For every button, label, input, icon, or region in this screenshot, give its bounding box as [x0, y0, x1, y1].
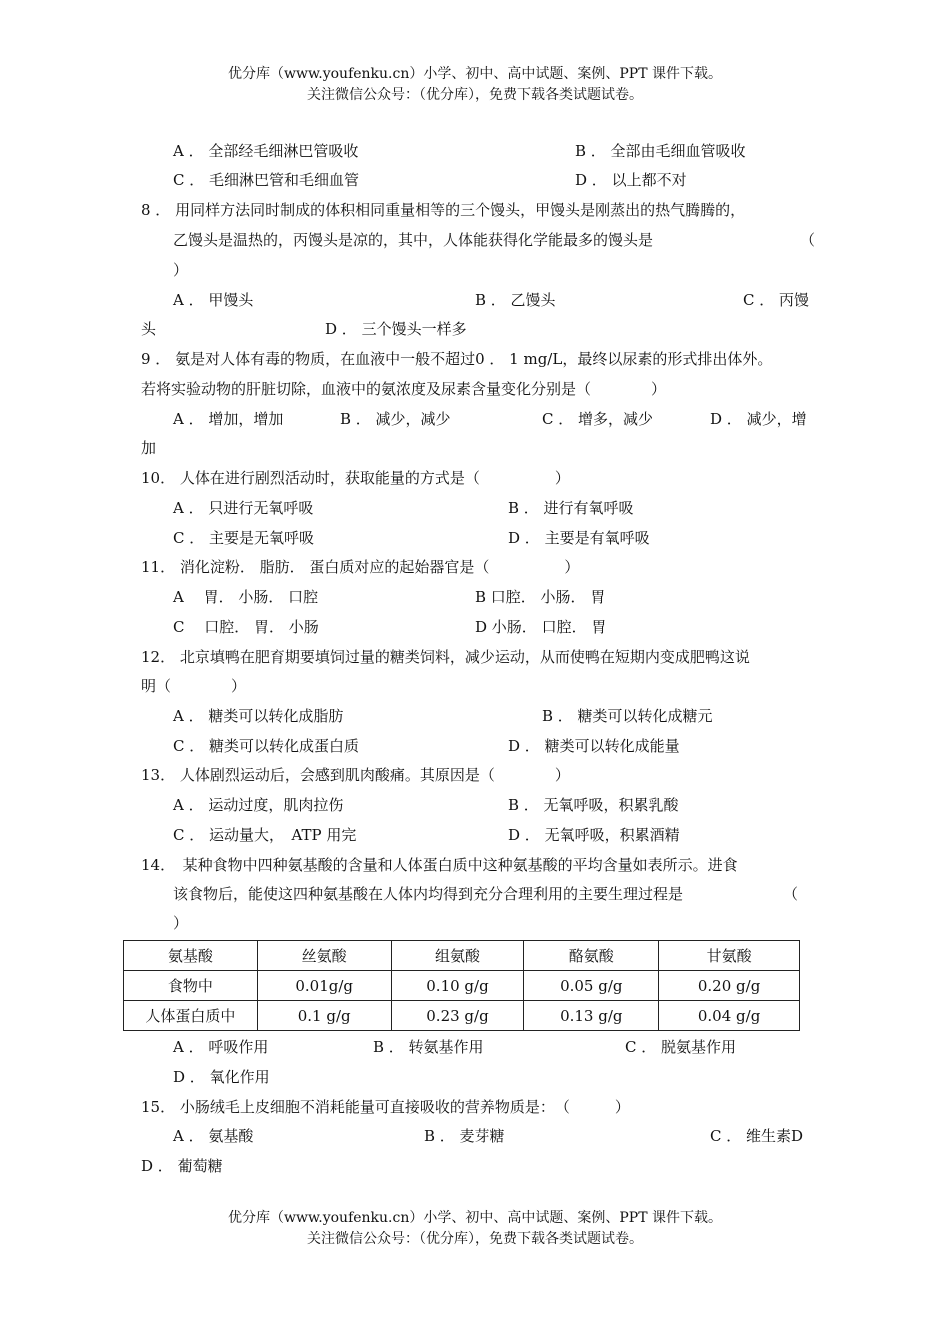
q12-stem-line-1: 12． 北京填鸭在肥育期要填饲过量的糖类饲料，减少运动，从而使鸭在短期内变成肥鸭这说 — [141, 648, 750, 666]
table-header-cell: 丝氨酸 — [257, 941, 391, 971]
q14-option-a: A ． 呼吸作用 — [173, 1038, 269, 1056]
q8-option-c: C ． 丙馒 — [743, 291, 810, 309]
q15-option-b: B ． 麦芽糖 — [424, 1127, 505, 1145]
q15-stem: 15． 小肠绒毛上皮细胞不消耗能量可直接吸收的营养物质是： （ ） — [141, 1098, 630, 1116]
q11-stem: 11． 消化淀粉． 脂肪． 蛋白质对应的起始器官是（ ） — [141, 558, 580, 576]
table-header-row — [124, 941, 800, 971]
q10-option-a: A ． 只进行无氧呼吸 — [173, 499, 314, 517]
q8-stem-line-2: 乙馒头是温热的，丙馒头是凉的，其中，人体能获得化学能最多的馒头是 — [173, 231, 654, 249]
q8-stem-line-1: 8 ． 用同样方法同时制成的体积相同重量相等的三个馒头，甲馒头是刚蒸出的热气腾腾的， — [141, 201, 746, 219]
q11-option-b: B 口腔． 小肠． 胃 — [475, 588, 606, 606]
q14-stem-line-1: 14． 某种食物中四种氨基酸的含量和人体蛋白质中这种氨基酸的平均含量如表所示。进食 — [141, 856, 738, 874]
q7-option-d: D ． 以上都不对 — [575, 171, 687, 189]
q13-option-d: D ． 无氧呼吸，积累酒精 — [508, 826, 680, 844]
footer-line-1: 优分库（www.youfenku.cn）小学、初中、高中试题、案例、PPT 课件下载。 — [227, 1210, 722, 1226]
q8-paren-close: ） — [173, 261, 189, 279]
q15-option-a: A ． 氨基酸 — [173, 1127, 254, 1145]
q10-option-c: C ． 主要是无氧呼吸 — [173, 529, 315, 547]
q9-option-d: D ． 减少，增 — [710, 410, 807, 428]
q12-option-c: C ． 糖类可以转化成蛋白质 — [173, 737, 360, 755]
table-row — [124, 971, 800, 1001]
q10-option-b: B ． 进行有氧呼吸 — [508, 499, 634, 517]
header-line-1: 优分库（www.youfenku.cn）小学、初中、高中试题、案例、PPT 课件下载。 — [227, 66, 722, 82]
q13-option-a: A ． 运动过度，肌肉拉伤 — [173, 796, 344, 814]
q14-option-c: C ． 脱氨基作用 — [625, 1038, 737, 1056]
q8-option-d: D ． 三个馒头一样多 — [325, 320, 467, 338]
table-header-cell: 酪氨酸 — [524, 941, 659, 971]
q7-option-b: B ． 全部由毛细血管吸收 — [575, 142, 746, 160]
q13-stem: 13． 人体剧烈运动后，会感到肌肉酸痛。其原因是（ ） — [141, 766, 570, 784]
table-row — [124, 1001, 800, 1031]
q14-option-b: B ． 转氨基作用 — [373, 1038, 484, 1056]
q14-option-d: D ． 氧化作用 — [173, 1068, 270, 1086]
q8-option-b: B ． 乙馒头 — [475, 291, 556, 309]
q13-option-b: B ． 无氧呼吸，积累乳酸 — [508, 796, 679, 814]
q11-option-d: D 小肠． 口腔． 胃 — [475, 618, 607, 636]
q10-stem: 10． 人体在进行剧烈活动时，获取能量的方式是（ ） — [141, 469, 570, 487]
table-cell: 人体蛋白质中 — [124, 1001, 258, 1031]
q9-stem-line-2: 若将实验动物的肝脏切除，血液中的氨浓度及尿素含量变化分别是（ ） — [141, 380, 667, 398]
table-cell: 0.04 g/g — [659, 1001, 800, 1031]
table-cell: 0.10 g/g — [391, 971, 524, 1001]
q8-option-c-wrap: 头 — [141, 320, 157, 338]
table-cell: 0.01g/g — [257, 971, 391, 1001]
q14-paren-open: （ — [783, 885, 799, 903]
table-cell: 0.1 g/g — [257, 1001, 391, 1031]
q11-option-c: C 口腔． 胃． 小肠 — [173, 618, 319, 636]
q8-option-a: A ． 甲馒头 — [173, 291, 254, 309]
q9-option-c: C ． 增多，减少 — [542, 410, 654, 428]
q14-paren-close: ） — [173, 914, 189, 932]
q9-option-d-wrap: 加 — [141, 439, 157, 457]
q13-option-c: C ． 运动量大， ATP 用完 — [173, 826, 357, 844]
q9-option-b: B ． 减少，减少 — [340, 410, 451, 428]
table-cell: 0.23 g/g — [391, 1001, 524, 1031]
footer-line-2: 关注微信公众号：（优分库），免费下载各类试题试卷。 — [307, 1231, 643, 1247]
q9-stem-line-1: 9 ． 氨是对人体有毒的物质，在血液中一般不超过0 ． 1 mg/L，最终以尿素的形式排出体外。 — [141, 350, 773, 368]
q14-stem-line-2: 该食物后，能使这四种氨基酸在人体内均得到充分合理利用的主要生理过程是 — [173, 885, 684, 903]
q7-option-c: C ． 毛细淋巴管和毛细血管 — [173, 171, 360, 189]
table-cell: 0.13 g/g — [524, 1001, 659, 1031]
q15-option-d: D ． 葡萄糖 — [141, 1157, 223, 1175]
q12-option-b: B ． 糖类可以转化成糖元 — [542, 707, 713, 725]
table-header-cell: 氨基酸 — [124, 941, 258, 971]
amino-acid-table — [123, 940, 800, 1031]
table-header-cell: 甘氨酸 — [659, 941, 800, 971]
q12-stem-line-2: 明（ ） — [141, 677, 247, 695]
q10-option-d: D ． 主要是有氧呼吸 — [508, 529, 650, 547]
q7-option-a: A ． 全部经毛细淋巴管吸收 — [173, 142, 359, 160]
table-header-cell: 组氨酸 — [391, 941, 524, 971]
q9-option-a: A ． 增加，增加 — [173, 410, 284, 428]
q12-option-d: D ． 糖类可以转化成能量 — [508, 737, 680, 755]
q11-option-a: A 胃． 小肠． 口腔 — [173, 588, 319, 606]
table-cell: 0.20 g/g — [659, 971, 800, 1001]
q8-paren-open: （ — [800, 231, 816, 249]
table-cell: 食物中 — [124, 971, 258, 1001]
q15-option-c: C ． 维生素D — [710, 1127, 804, 1145]
q12-option-a: A ． 糖类可以转化成脂肪 — [173, 707, 344, 725]
header-line-2: 关注微信公众号：（优分库），免费下载各类试题试卷。 — [307, 87, 643, 103]
table-cell: 0.05 g/g — [524, 971, 659, 1001]
